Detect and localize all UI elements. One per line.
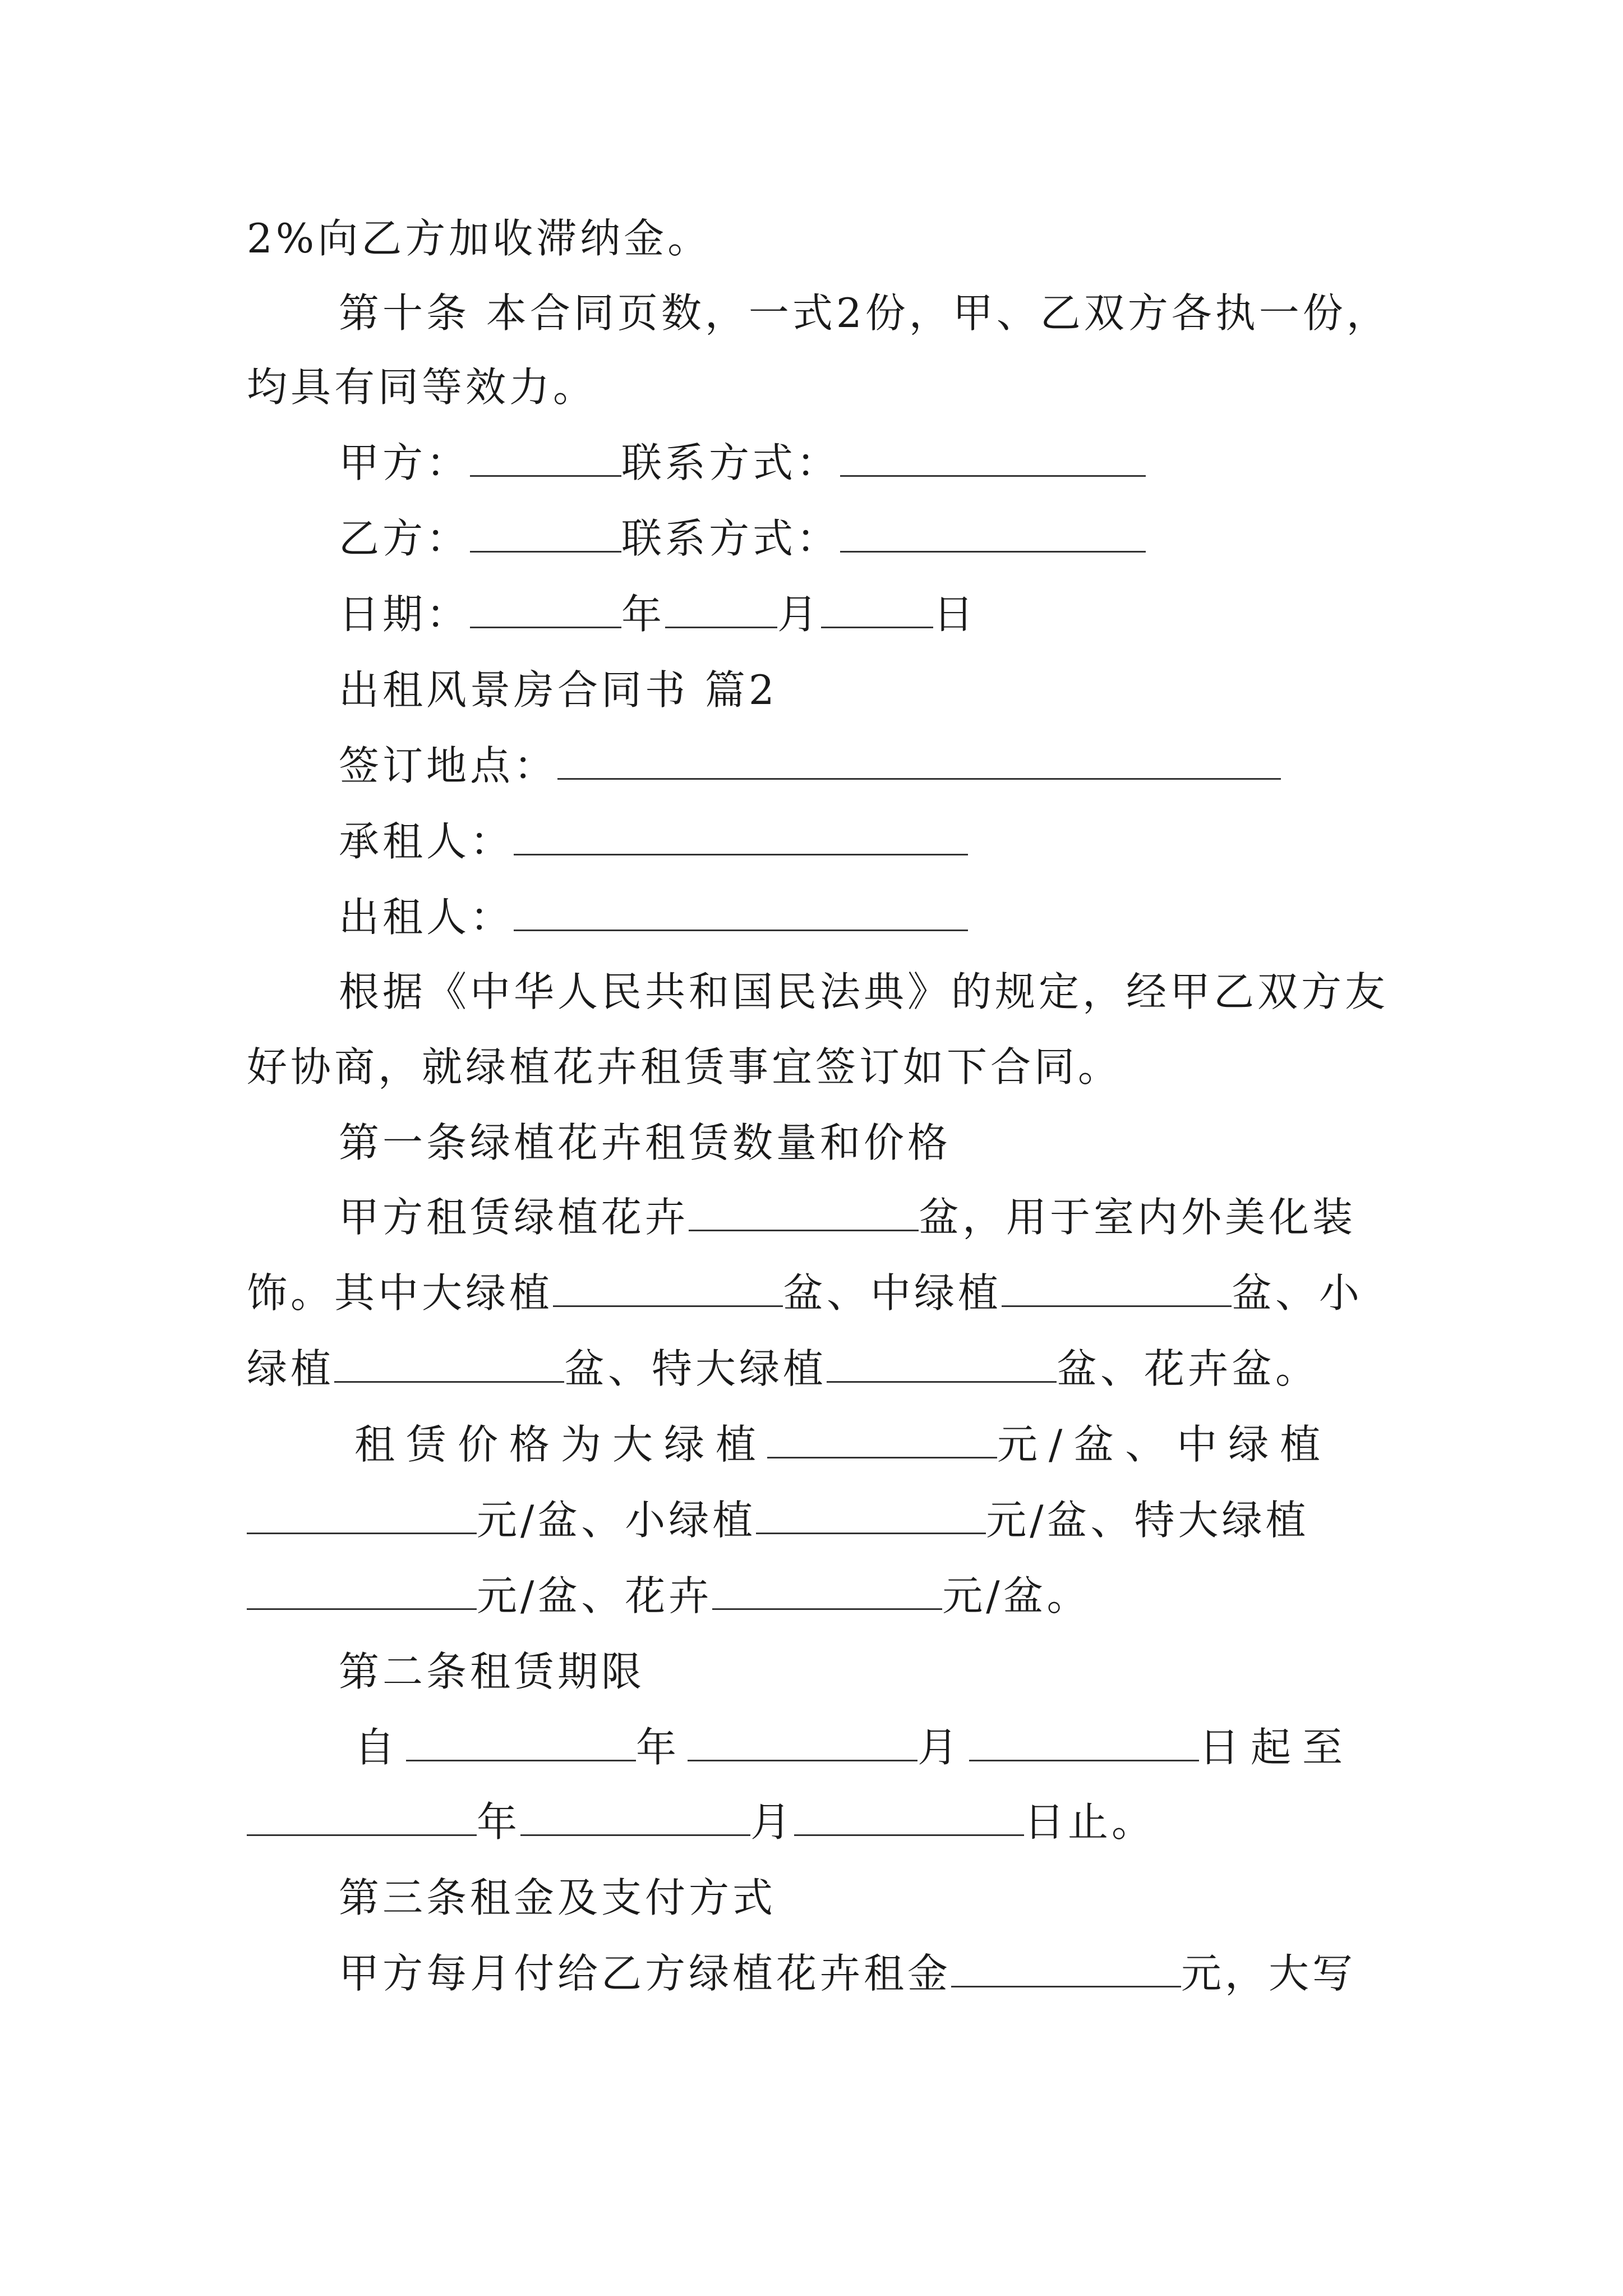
text-line: 自 年 月 日起至 [354,1719,1354,1775]
blank-field[interactable] [520,1795,750,1836]
blank-field[interactable] [514,815,968,855]
lessor-line: 出租人： [339,889,968,945]
blank-field[interactable] [553,1266,783,1307]
party-b-line: 乙方： 联系方式： [339,510,1146,567]
blank-field[interactable] [470,587,621,628]
blank-field[interactable] [470,436,621,477]
text-line: 饰。其中大绿植 盆、中绿植 盆、小 [247,1265,1363,1321]
blank-field[interactable] [840,512,1146,553]
date-line: 日期： 年 月 日 [339,586,977,642]
text-line: 租赁价格为大绿植 元/盆、中绿植 [354,1416,1331,1473]
blank-field[interactable] [334,1342,564,1383]
text-line: 绿植 盆、特大绿植 盆、花卉盆。 [247,1341,1319,1397]
blank-field[interactable] [665,587,777,628]
blank-field[interactable] [767,1418,997,1458]
blank-field[interactable] [247,1569,477,1610]
text-line: 年 月 日止。 [247,1794,1155,1850]
text-line: 2%向乙方加收滞纳金。 [247,215,712,262]
blank-field[interactable] [514,890,968,931]
lessee-line: 承租人： [339,813,968,869]
blank-field[interactable] [688,1720,917,1761]
blank-field[interactable] [712,1569,942,1610]
text-line: 元/盆、花卉 元/盆。 [247,1568,1091,1624]
blank-field[interactable] [756,1493,986,1534]
blank-field[interactable] [969,1720,1199,1761]
text-line: 好协商，就绿植花卉租赁事宜签订如下合同。 [247,1043,1122,1091]
blank-field[interactable] [557,739,1281,780]
blank-field[interactable] [821,587,933,628]
article-heading: 第三条租金及支付方式 [339,1874,777,1921]
text-line: 元/盆、小绿植 元/盆、特大绿植 [247,1492,1310,1548]
blank-field[interactable] [951,1947,1181,1987]
blank-field[interactable] [247,1493,477,1534]
blank-field[interactable] [406,1720,636,1761]
text-line: 均具有同等效力。 [247,364,597,411]
blank-field[interactable] [840,436,1146,477]
section-heading: 出租风景房合同书 篇2 [339,666,778,714]
text-line: 甲方每月付给乙方绿植花卉租金 元，大写 [339,1945,1356,2001]
blank-field[interactable] [827,1342,1057,1383]
signing-place-line: 签订地点： [339,738,1281,794]
blank-field[interactable] [689,1190,919,1231]
article-heading: 第二条租赁期限 [339,1648,645,1695]
blank-field[interactable] [247,1795,477,1836]
blank-field[interactable] [470,512,621,553]
article-heading: 第一条绿植花卉租赁数量和价格 [339,1119,952,1166]
text-line: 第十条 本合同页数，一式2份，甲、乙双方各执一份， [339,289,1390,337]
blank-field[interactable] [794,1795,1024,1836]
blank-field[interactable] [1002,1266,1232,1307]
text-line: 根据《中华人民共和国民法典》的规定，经甲乙双方友 [339,968,1389,1015]
party-a-line: 甲方： 联系方式： [339,435,1146,491]
text-line: 甲方租赁绿植花卉 盆，用于室内外美化装 [339,1189,1356,1245]
